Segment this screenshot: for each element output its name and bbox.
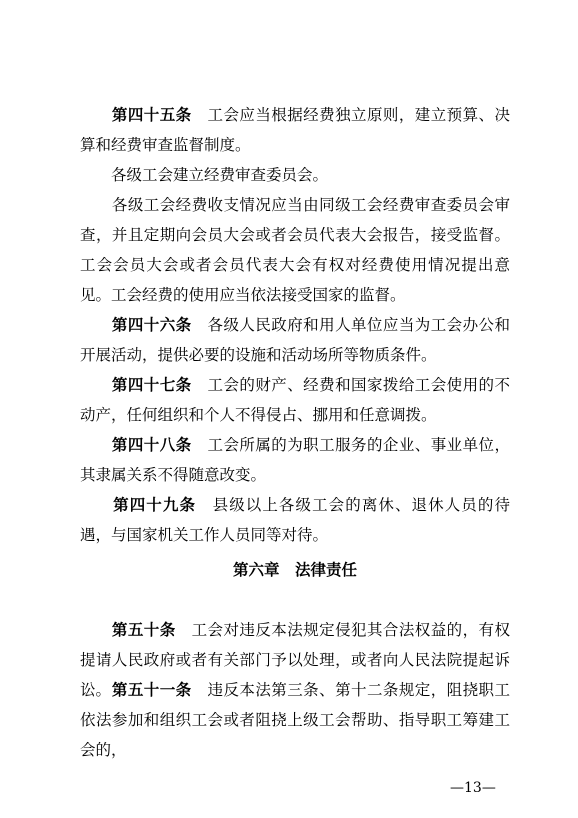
paragraph-text: 工会经费的使用应当依法接受国家的监督。 <box>111 286 406 304</box>
paragraph-article-46 <box>80 310 510 370</box>
paragraph-text: 工会的财产、经费和国家拨给工会使用的不动产，任何组织和个人不得侵占、挪用和任意调拨。 <box>80 376 510 424</box>
paragraph-article-51 <box>80 675 510 765</box>
article-label: 第四十七条 <box>111 376 192 394</box>
paragraph-text: 各级工会经费收支情况应当由同级工会经费审查委员会审查，并且定期向会员大会或者会员代表大会报告，接受监督。工会会员大会或者会员代表大会有权对经费使用情况提出意见。 <box>80 196 510 304</box>
paragraph-article-47 <box>80 370 510 430</box>
article-label: 第五十一条 <box>111 681 192 699</box>
paragraph-text: 工会应当根据经费独立原则，建立预算、决算和经费审查监督制度。 <box>80 106 510 154</box>
page-number: —13— <box>450 780 496 796</box>
paragraph-text: 工会对违反本法规定侵犯其合法权益的，有权提请人民政府或者有关部门予以处理，或者向人民法院提起诉讼。 <box>80 621 510 699</box>
paragraph-article-45 <box>80 100 510 160</box>
article-label: 第五十条 <box>111 621 176 639</box>
article-label: 第四十九条 <box>113 496 197 514</box>
paragraph-text: 县级以上各级工会的离休、退休人员的待遇，与国家机关工作人员同等对待。 <box>80 496 510 544</box>
article-label: 第四十五条 <box>111 106 192 124</box>
paragraph-state-supervision <box>80 280 510 310</box>
paragraph-article-48 <box>80 430 510 490</box>
chapter-heading: 第六章 法律责任 <box>232 561 357 579</box>
paragraph-article-49 <box>80 490 510 550</box>
paragraph-text: 违反本法第三条、第十二条规定，阻挠职工依法参加和组织工会或者阻挠上级工会帮助、指导职工筹建工会的， <box>80 681 510 759</box>
paragraph-text: 各级工会建立经费审查委员会。 <box>111 166 329 184</box>
paragraph-text: 各级人民政府和用人单位应当为工会办公和开展活动，提供必要的设施和活动场所等物质条件。 <box>80 316 510 364</box>
article-label: 第四十八条 <box>111 436 192 454</box>
article-label: 第四十六条 <box>111 316 192 334</box>
paragraph-audit-committee <box>80 160 510 190</box>
paragraph-text: 工会所属的为职工服务的企业、事业单位，其隶属关系不得随意改变。 <box>80 436 510 484</box>
